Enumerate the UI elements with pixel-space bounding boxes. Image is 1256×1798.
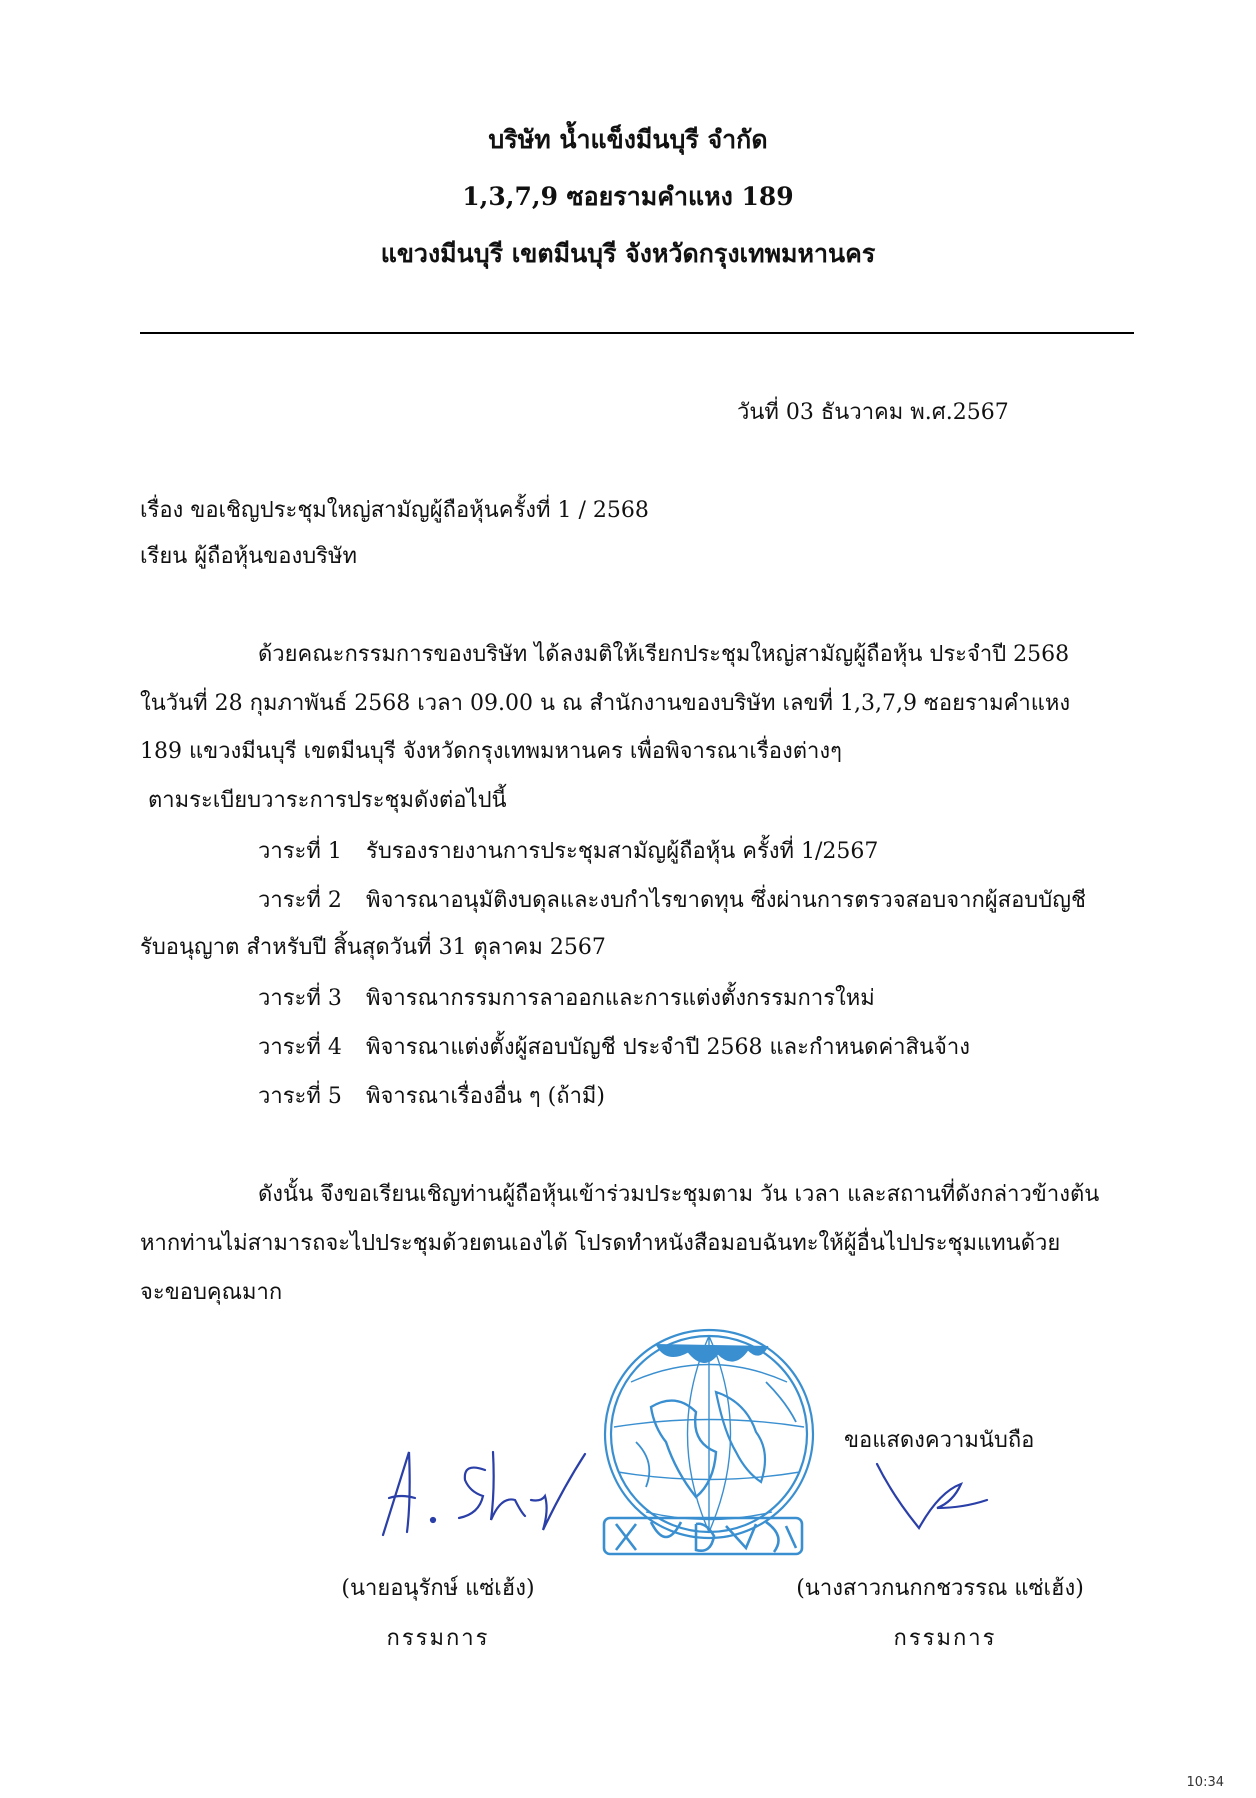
footer-time: 10:34 xyxy=(1186,1775,1224,1790)
closing-regards: ขอแสดงความนับถือ xyxy=(844,1428,1035,1453)
company-address-line2: แขวงมีนบุรี เขตมีนบุรี จังหวัดกรุงเทพมหานคร xyxy=(380,239,876,268)
letter-recipient: เรียน ผู้ถือหุ้นของบริษัท xyxy=(140,544,358,569)
company-stamp xyxy=(596,1322,826,1560)
signatory-2-title: กรรมการ xyxy=(893,1626,997,1651)
agenda-1-label: วาระที่ 1 xyxy=(258,839,342,864)
company-name: บริษัท น้ำแข็งมีนบุรี จำกัด xyxy=(488,125,768,154)
company-address-line1: 1,3,7,9 ซอยรามคำแหง 189 xyxy=(462,182,794,211)
closing-line-1: ดังนั้น จึงขอเรียนเชิญท่านผู้ถือหุ้นเข้าร่วมประชุมตาม วัน เวลา และสถานที่ดังกล่าวข้างต้น xyxy=(258,1182,1100,1207)
letter-subject: เรื่อง ขอเชิญประชุมใหญ่สามัญผู้ถือหุ้นครั้งที่ 1 / 2568 xyxy=(140,498,649,523)
agenda-5-text: พิจารณาเรื่องอื่น ๆ (ถ้ามี) xyxy=(366,1084,606,1109)
signatory-1-name: (นายอนุรักษ์ แซ่เฮ้ง) xyxy=(341,1576,535,1601)
signatory-1-title: กรรมการ xyxy=(386,1626,490,1651)
agenda-4-label: วาระที่ 4 xyxy=(258,1035,342,1060)
stamp-emblem xyxy=(604,1518,802,1554)
closing-line-2: หากท่านไม่สามารถจะไปประชุมด้วยตนเองได้ โปรดทำหนังสือมอบฉันทะให้ผู้อื่นไปประชุมแทนด้วย xyxy=(140,1231,1061,1256)
agenda-3-label: วาระที่ 3 xyxy=(258,986,342,1011)
agenda-2-continuation: รับอนุญาต สำหรับปี สิ้นสุดวันที่ 31 ตุลาคม 2567 xyxy=(140,935,606,960)
signatory-2-name: (นางสาวกนกกชวรรณ แซ่เฮ้ง) xyxy=(796,1576,1084,1601)
header-divider xyxy=(140,332,1134,334)
body-line-1: ด้วยคณะกรรมการของบริษัท ได้ลงมติให้เรียกประชุมใหญ่สามัญผู้ถือหุ้น ประจำปี 2568 xyxy=(258,642,1070,667)
agenda-5-label: วาระที่ 5 xyxy=(258,1084,342,1109)
agenda-1-text: รับรองรายงานการประชุมสามัญผู้ถือหุ้น ครั้งที่ 1/2567 xyxy=(366,839,879,864)
body-line-3: 189 แขวงมีนบุรี เขตมีนบุรี จังหวัดกรุงเทพมหานคร เพื่อพิจารณาเรื่องต่างๆ xyxy=(140,739,842,764)
agenda-2-text: พิจารณาอนุมัติงบดุลและงบกำไรขาดทุน ซึ่งผ่านการตรวจสอบจากผู้สอบบัญชี xyxy=(366,888,1086,913)
closing-line-3: จะขอบคุณมาก xyxy=(140,1280,283,1305)
body-line-2: ในวันที่ 28 กุมภาพันธ์ 2568 เวลา 09.00 น ณ สำนักงานของบริษัท เลขที่ 1,3,7,9 ซอยรามคำแหง xyxy=(140,691,1071,716)
signature-left xyxy=(375,1440,590,1540)
letter-date: วันที่ 03 ธันวาคม พ.ศ.2567 xyxy=(737,400,1009,425)
signature-right xyxy=(875,1462,995,1532)
agenda-3-text: พิจารณากรรมการลาออกและการแต่งตั้งกรรมการใหม่ xyxy=(366,986,875,1011)
agenda-2-label: วาระที่ 2 xyxy=(258,888,342,913)
body-line-4: ตามระเบียบวาระการประชุมดังต่อไปนี้ xyxy=(148,788,507,813)
agenda-4-text: พิจารณาแต่งตั้งผู้สอบบัญชี ประจำปี 2568 และกำหนดค่าสินจ้าง xyxy=(366,1035,970,1060)
